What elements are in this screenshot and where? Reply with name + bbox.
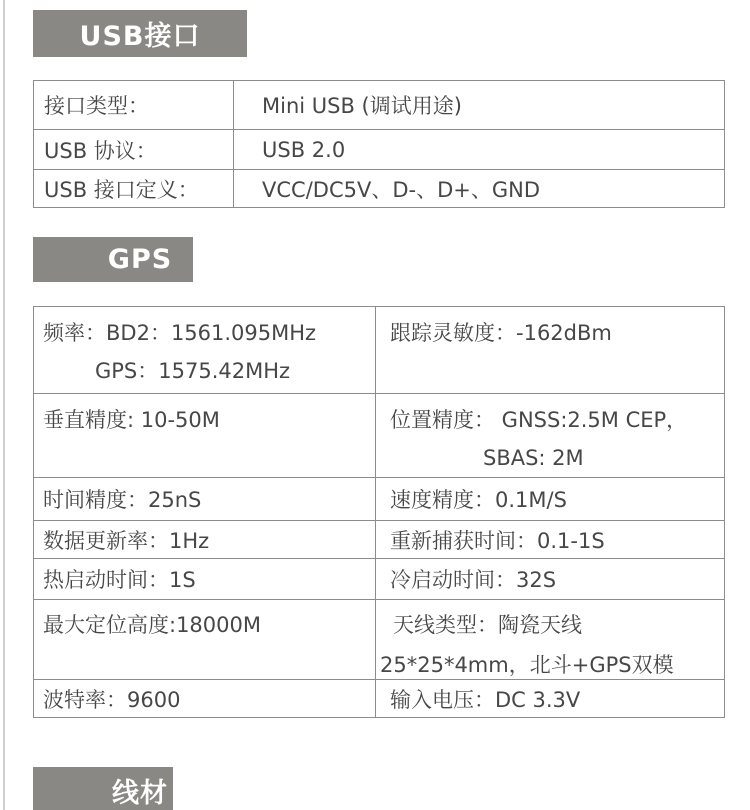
spec-text: 重新捕获时间：0.1-1S [390, 528, 605, 553]
spec-cell [34, 600, 376, 679]
spec-value: USB 2.0 [262, 137, 346, 162]
spec-cell [34, 559, 376, 599]
table-row [34, 679, 724, 717]
section-title-gps: GPS [107, 244, 173, 275]
spec-text: 时间精度：25nS [43, 488, 202, 512]
table-row [34, 81, 724, 129]
usb-spec-table [33, 80, 725, 208]
table-row [34, 599, 724, 679]
spec-cell [34, 521, 376, 558]
section-header-gps [33, 237, 193, 282]
spec-text: SBAS: 2M [483, 446, 584, 470]
table-row [34, 393, 724, 477]
section-title-cable: 线材 [112, 778, 168, 809]
spec-text: 冷启动时间：32S [390, 568, 557, 592]
spec-text: 位置精度： GNSS:2.5M CEP， [390, 408, 688, 432]
spec-label-cell [34, 130, 234, 169]
spec-value: Mini USB (调试用途) [262, 94, 462, 118]
section-title-usb: USB接口 [79, 21, 201, 52]
spec-text: 垂直精度: 10-50M [43, 408, 220, 432]
spec-text: 输入电压：DC 3.3V [390, 687, 581, 712]
table-row [34, 169, 724, 207]
spec-text: 天线类型：陶瓷天线 [393, 613, 582, 637]
table-row [34, 477, 724, 520]
spec-text: 最大定位高度:18000M [43, 613, 261, 637]
spec-cell [34, 307, 376, 393]
page-left-border [3, 0, 5, 810]
spec-text: 波特率：9600 [43, 687, 181, 712]
table-row [34, 307, 724, 393]
spec-cell [34, 478, 376, 520]
gps-spec-table [33, 306, 725, 718]
table-row [34, 558, 724, 599]
spec-cell [376, 521, 724, 558]
spec-cell [376, 680, 724, 717]
spec-text: 25*25*4mm，北斗+GPS双模 [380, 653, 674, 677]
table-row [34, 520, 724, 558]
spec-text: 热启动时间：1S [43, 568, 196, 592]
spec-label: USB 协议： [44, 138, 157, 163]
spec-value-cell [234, 81, 724, 129]
spec-label: USB 接口定义： [44, 177, 199, 202]
spec-text: 频率：BD2：1561.095MHz [43, 321, 317, 345]
spec-text: 跟踪灵敏度：-162dBm [390, 321, 612, 345]
spec-cell [34, 394, 376, 477]
spec-cell [34, 680, 376, 717]
spec-cell [376, 394, 724, 477]
section-header-cable [33, 767, 173, 810]
spec-text: GPS：1575.42MHz [95, 359, 291, 383]
spec-label: 接口类型： [44, 94, 149, 118]
spec-cell [376, 478, 724, 520]
spec-value: VCC/DC5V、D-、D+、GND [262, 177, 540, 202]
table-row [34, 129, 724, 169]
spec-text: 速度精度：0.1M/S [390, 488, 567, 512]
spec-value-cell [234, 170, 724, 207]
spec-value-cell [234, 130, 724, 169]
spec-cell [376, 307, 724, 393]
spec-cell [376, 559, 724, 599]
section-header-usb [33, 10, 247, 57]
spec-label-cell [34, 170, 234, 207]
spec-label-cell [34, 81, 234, 129]
spec-cell [376, 600, 724, 679]
spec-text: 数据更新率：1Hz [43, 528, 210, 553]
